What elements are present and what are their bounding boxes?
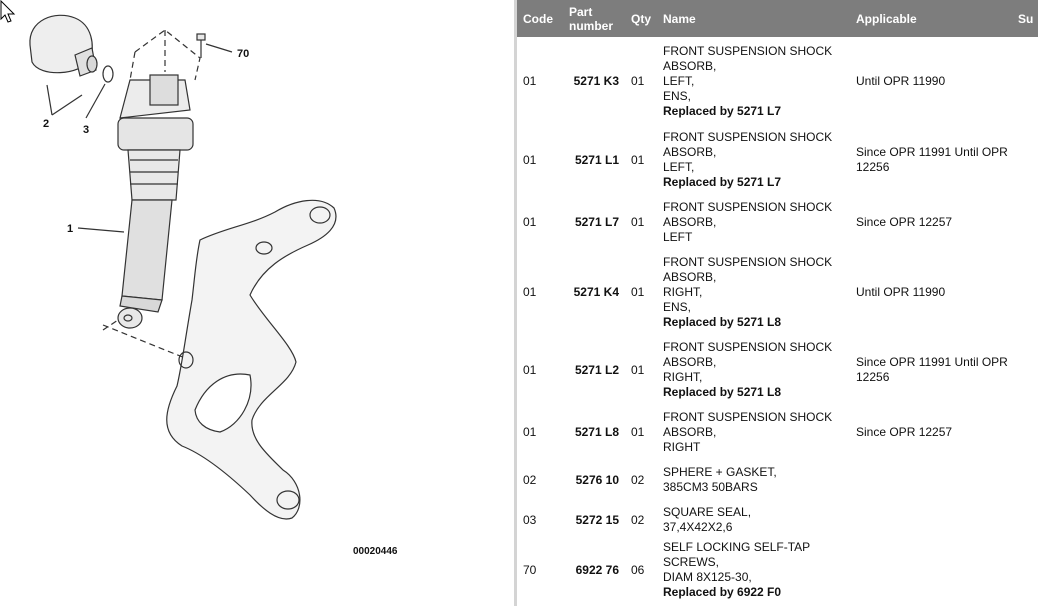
table-row[interactable] [517,460,1038,500]
header-applicable[interactable]: Applicable [850,0,1012,37]
name-line: FRONT SUSPENSION SHOCK [663,410,833,424]
cell-code: 70 [523,562,537,577]
sphere-part [30,15,97,76]
table-row[interactable] [517,37,1038,125]
cell-applicable: Since OPR 11991 Until OPR 12256 [856,145,1008,174]
cell-applicable [850,540,1012,600]
name-line: RIGHT, [663,370,703,384]
cell-qty: 01 [631,215,645,229]
table-row[interactable] [517,195,1038,250]
name-line: RIGHT, [663,285,703,299]
cell-part-number[interactable]: 6922 76 [575,562,619,577]
name-line: RIGHT [663,440,701,454]
cell-name [657,250,850,335]
callout-70: 70 [237,48,250,60]
cell-name [657,500,850,540]
cell-code: 01 [523,152,537,167]
table-header-row [517,0,1038,37]
cell-name [657,335,850,405]
name-line: SCREWS, [663,555,720,569]
drawing-reference-number: 00020446 [353,546,398,557]
cell-code: 02 [523,472,537,487]
name-line: ABSORB, [663,425,717,439]
cell-code: 01 [523,425,537,439]
replaced-by-note: Replaced by 6922 F0 [663,585,782,599]
table-row[interactable] [517,405,1038,460]
cell-code: 01 [523,215,537,229]
header-part-number[interactable]: Part number [563,0,625,37]
shock-absorber-part [118,75,193,328]
table-row[interactable] [517,335,1038,405]
cell-extra [1012,125,1038,195]
cell-code: 03 [523,512,537,527]
name-line: FRONT SUSPENSION SHOCK [663,43,833,58]
cell-name [657,195,850,250]
cell-applicable: Since OPR 11991 Until OPR 12256 [856,355,1008,384]
cell-extra [1012,335,1038,405]
cell-qty: 02 [631,512,645,527]
steering-knuckle-part [167,200,336,519]
screw-part [197,34,205,58]
name-line: FRONT SUSPENSION SHOCK [663,340,833,354]
replaced-by-note: Replaced by 5271 L8 [663,315,782,329]
name-line: LEFT, [663,160,695,174]
cell-applicable [850,460,1012,500]
cell-extra [1012,540,1038,600]
header-code[interactable]: Code [517,0,563,37]
name-line: DIAM 8X125-30, [663,570,752,584]
name-line: SPHERE + GASKET, [663,465,777,479]
name-line: FRONT SUSPENSION SHOCK [663,200,833,214]
table-row[interactable] [517,540,1038,600]
cell-extra [1012,250,1038,335]
cell-qty: 06 [631,562,645,577]
cell-extra [1012,460,1038,500]
table-row[interactable] [517,500,1038,540]
cell-qty: 01 [631,285,645,299]
cell-extra [1012,500,1038,540]
cell-name [657,460,850,500]
cell-part-number[interactable]: 5271 L8 [574,425,619,439]
name-line: 37,4X42X2,6 [663,520,733,534]
replaced-by-note: Replaced by 5271 L7 [663,175,782,189]
cell-qty: 02 [631,472,645,487]
cell-applicable [850,500,1012,540]
parts-table [517,0,1038,600]
cell-extra [1012,405,1038,460]
name-line: 385CM3 50BARS [663,480,758,494]
header-qty[interactable]: Qty [625,0,657,37]
cell-name [657,37,850,125]
parts-table-pane [517,0,1038,606]
name-line: SELF LOCKING SELF-TAP [663,540,811,554]
cell-code: 01 [523,285,537,299]
name-line: SQUARE SEAL, [663,505,752,519]
exploded-diagram [0,0,514,606]
name-line: LEFT [663,230,693,244]
cell-applicable: Until OPR 11990 [856,73,946,88]
cell-part-number[interactable]: 5272 15 [575,512,619,527]
name-line: FRONT SUSPENSION SHOCK [663,255,833,269]
callout-1: 1 [67,223,74,235]
cell-name [657,125,850,195]
table-row[interactable] [517,125,1038,195]
cell-qty: 01 [631,73,645,88]
cell-part-number[interactable]: 5271 K3 [573,73,619,88]
header-name[interactable]: Name [657,0,850,37]
cell-qty: 01 [631,425,645,439]
cell-applicable: Until OPR 11990 [856,285,946,299]
name-line: ABSORB, [663,215,717,229]
callout-3: 3 [83,124,90,136]
cell-code: 01 [523,73,537,88]
cell-qty: 01 [631,362,645,377]
table-row[interactable] [517,250,1038,335]
mouse-cursor-icon [0,0,16,24]
square-seal-part [103,66,113,82]
name-line: ENS, [663,88,692,103]
cell-applicable: Since OPR 12257 [856,425,953,439]
name-line: FRONT SUSPENSION SHOCK [663,130,833,144]
name-line: ABSORB, [663,270,717,284]
replaced-by-note: Replaced by 5271 L7 [663,103,782,118]
cell-part-number[interactable]: 5271 L1 [574,152,619,167]
cell-qty: 01 [631,152,645,167]
replaced-by-note: Replaced by 5271 L8 [663,385,782,399]
cell-name [657,540,850,600]
name-line: LEFT, [663,73,695,88]
cell-part-number[interactable]: 5271 L2 [574,362,619,377]
suspension-illustration [0,0,514,606]
name-line: ABSORB, [663,145,717,159]
cell-part-number[interactable]: 5276 10 [575,472,619,487]
cell-name [657,405,850,460]
name-line: ABSORB, [663,58,717,73]
cell-part-number[interactable]: 5271 K4 [573,285,619,299]
header-extra[interactable]: Su [1012,0,1038,37]
cell-extra [1012,195,1038,250]
cell-code: 01 [523,362,537,377]
cell-applicable: Since OPR 12257 [856,215,953,229]
name-line: ENS, [663,300,692,314]
name-line: ABSORB, [663,355,717,369]
callout-2: 2 [43,118,50,130]
cell-extra [1012,37,1038,125]
cell-part-number[interactable]: 5271 L7 [574,215,619,229]
